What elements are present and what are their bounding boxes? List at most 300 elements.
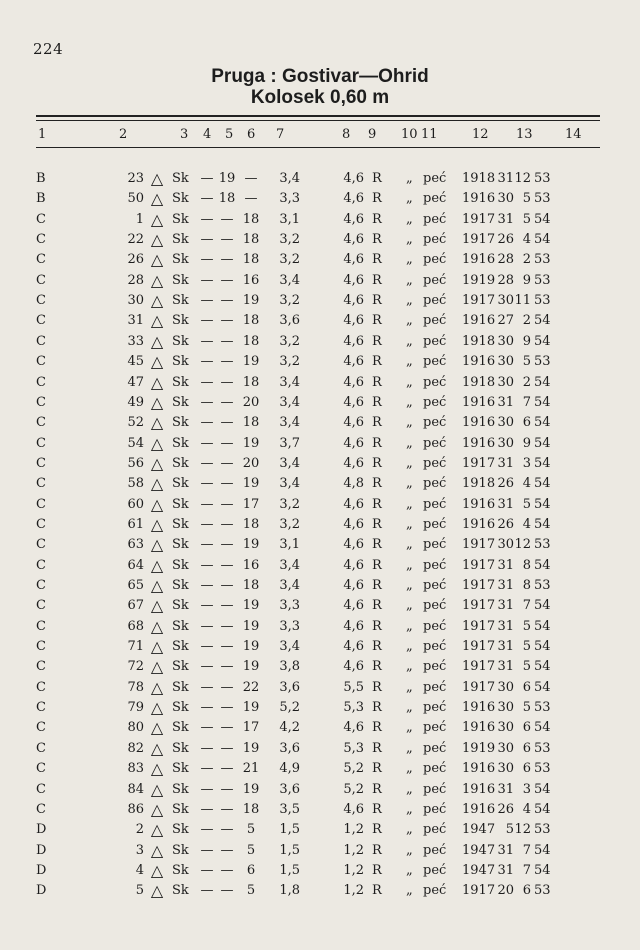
cell-col9: R	[372, 252, 382, 268]
cell-col13-day: 31	[497, 639, 514, 655]
triangle-icon: △	[150, 433, 164, 453]
column-header-row	[0, 125, 640, 145]
cell-col12: 1916	[462, 191, 496, 207]
cell-col4: —	[200, 720, 214, 736]
cell-col13-year: 53	[534, 272, 551, 288]
table-row	[0, 596, 640, 616]
col-header-4: 4	[203, 127, 212, 142]
table-row	[0, 718, 640, 738]
cell-col8: 4,6	[343, 415, 364, 431]
cell-class: B	[36, 171, 46, 186]
cell-col11: peć	[423, 659, 447, 675]
cell-number: 78	[127, 679, 144, 695]
cell-col7: 4,2	[279, 720, 300, 736]
cell-col7: 3,4	[279, 374, 300, 390]
cell-col6: 20	[242, 455, 260, 471]
cell-col8: 5,3	[343, 700, 364, 716]
triangle-icon: △	[150, 372, 164, 392]
cell-col13-year: 54	[534, 781, 551, 797]
cell-col13-month: 4	[522, 232, 531, 248]
cell-col13-day: 20	[497, 883, 514, 899]
triangle-icon: △	[150, 881, 164, 901]
cell-col4: —	[200, 781, 214, 797]
cell-col13-month: 6	[522, 761, 531, 777]
cell-col4: —	[200, 557, 214, 573]
cell-col11: peć	[423, 761, 447, 777]
cell-col13-day: 26	[497, 801, 514, 817]
cell-col5: —	[220, 394, 234, 410]
cell-col13-year: 54	[534, 598, 551, 614]
cell-col13-year: 54	[534, 516, 551, 532]
cell-col8: 4,6	[343, 232, 364, 248]
cell-class: C	[36, 272, 46, 288]
cell-col7: 1,5	[279, 822, 300, 838]
table-row	[0, 373, 640, 393]
cell-class: C	[36, 496, 46, 512]
cell-col13-month: 2	[522, 374, 531, 390]
cell-col7: 3,6	[279, 740, 300, 756]
cell-col11: peć	[423, 293, 447, 309]
cell-col13-year: 54	[534, 455, 551, 471]
cell-col12: 1916	[462, 516, 496, 532]
cell-col4: —	[200, 394, 214, 410]
cell-col12: 1916	[462, 415, 496, 431]
cell-col13-year: 53	[534, 191, 551, 207]
cell-col5: —	[220, 598, 234, 614]
cell-col5: —	[220, 883, 234, 899]
triangle-icon: △	[150, 657, 164, 677]
cell-col12: 1917	[462, 578, 496, 593]
cell-col8: 4,8	[343, 476, 364, 492]
cell-col11: peć	[423, 455, 447, 471]
cell-type: Sk	[172, 171, 189, 186]
cell-col12: 1917	[462, 659, 496, 675]
table-row	[0, 617, 640, 637]
cell-type: Sk	[172, 862, 189, 878]
cell-number: 28	[127, 272, 144, 288]
cell-col7: 3,4	[279, 171, 300, 186]
cell-number: 83	[127, 761, 144, 777]
cell-col8: 5,3	[343, 740, 364, 756]
cell-col5: —	[220, 333, 234, 349]
cell-col4: —	[200, 618, 214, 634]
cell-class: C	[36, 516, 46, 532]
cell-col13-year: 53	[534, 252, 551, 268]
cell-col13-year: 54	[534, 639, 551, 655]
cell-col10: „	[406, 578, 413, 593]
table-row	[0, 393, 640, 413]
cell-col13-day: 30	[497, 537, 514, 553]
cell-class: C	[36, 618, 46, 634]
cell-col10: „	[406, 862, 413, 878]
cell-col8: 4,6	[343, 435, 364, 451]
cell-col4: —	[200, 272, 214, 288]
cell-col11: peć	[423, 415, 447, 431]
cell-col11: peć	[423, 862, 447, 878]
cell-number: 64	[127, 557, 144, 573]
cell-col5: —	[220, 761, 234, 777]
cell-col13-day: 26	[497, 232, 514, 248]
cell-col4: —	[200, 191, 214, 207]
cell-col10: „	[406, 211, 413, 227]
cell-class: C	[36, 740, 46, 756]
cell-col11: peć	[423, 394, 447, 410]
cell-col10: „	[406, 435, 413, 451]
cell-col13-day: 31	[497, 394, 514, 410]
cell-class: B	[36, 191, 46, 207]
col-header-6: 6	[247, 127, 256, 142]
cell-col10: „	[406, 171, 413, 186]
cell-type: Sk	[172, 333, 189, 349]
cell-class: C	[36, 313, 46, 329]
cell-col5: —	[220, 272, 234, 288]
triangle-icon: △	[150, 189, 164, 209]
cell-col10: „	[406, 476, 413, 492]
cell-col6: 16	[242, 557, 260, 573]
cell-col6: 19	[242, 435, 260, 451]
cell-col12: 1917	[462, 598, 496, 614]
cell-col4: —	[200, 801, 214, 817]
cell-col11: peć	[423, 354, 447, 370]
cell-col13-day: 30	[497, 761, 514, 777]
cell-col9: R	[372, 761, 382, 777]
cell-number: 30	[127, 293, 144, 309]
table-row	[0, 271, 640, 291]
cell-col11: peć	[423, 516, 447, 532]
triangle-icon: △	[150, 413, 164, 433]
cell-col12: 1916	[462, 394, 496, 410]
cell-col6: 18	[242, 374, 260, 390]
table-row	[0, 678, 640, 698]
cell-col13-day: 31	[497, 578, 514, 593]
triangle-icon: △	[150, 535, 164, 555]
cell-col13-day: 27	[497, 313, 514, 329]
cell-col12: 1917	[462, 883, 496, 899]
cell-col8: 1,2	[343, 842, 364, 858]
cell-col10: „	[406, 557, 413, 573]
cell-col6: 19	[242, 700, 260, 716]
table-row	[0, 515, 640, 535]
cell-col13-day: 31	[497, 862, 514, 878]
cell-col12: 1919	[462, 272, 496, 288]
cell-col13-month: 5	[522, 659, 531, 675]
cell-col9: R	[372, 211, 382, 227]
top-double-rule-b	[36, 120, 600, 121]
cell-col9: R	[372, 191, 382, 207]
cell-col11: peć	[423, 557, 447, 573]
col-header-7: 7	[276, 127, 285, 142]
triangle-icon: △	[150, 759, 164, 779]
triangle-icon: △	[150, 169, 164, 188]
cell-col9: R	[372, 659, 382, 675]
triangle-icon: △	[150, 494, 164, 514]
cell-col4: —	[200, 700, 214, 716]
cell-col13-month: 6	[522, 679, 531, 695]
cell-col13-year: 54	[534, 679, 551, 695]
cell-col6: 19	[242, 537, 260, 553]
cell-type: Sk	[172, 720, 189, 736]
cell-col9: R	[372, 455, 382, 471]
cell-col6: 20	[242, 394, 260, 410]
cell-col5: —	[220, 659, 234, 675]
cell-col11: peć	[423, 740, 447, 756]
cell-col10: „	[406, 700, 413, 716]
cell-col13-day: 31	[497, 496, 514, 512]
cell-type: Sk	[172, 618, 189, 634]
cell-col11: peć	[423, 171, 447, 186]
cell-col13-day: 30	[497, 333, 514, 349]
cell-number: 4	[135, 862, 144, 878]
cell-number: 61	[127, 516, 144, 532]
cell-col13-day: 31	[497, 659, 514, 675]
cell-col11: peć	[423, 333, 447, 349]
table-row	[0, 311, 640, 331]
cell-col5: —	[220, 557, 234, 573]
cell-col11: peć	[423, 313, 447, 329]
table-row	[0, 495, 640, 515]
cell-col4: —	[200, 455, 214, 471]
cell-col10: „	[406, 354, 413, 370]
cell-col13-year: 54	[534, 232, 551, 248]
cell-col12: 1916	[462, 761, 496, 777]
cell-col4: —	[200, 883, 214, 899]
cell-number: 3	[135, 842, 144, 858]
cell-col6: 18	[242, 211, 260, 227]
cell-number: 31	[127, 313, 144, 329]
cell-col8: 5,5	[343, 679, 364, 695]
cell-col5: —	[220, 578, 234, 593]
col-header-2: 2	[119, 127, 128, 142]
cell-col6: 5	[246, 822, 256, 838]
cell-number: 82	[127, 740, 144, 756]
cell-number: 1	[135, 211, 144, 227]
cell-col4: —	[200, 822, 214, 838]
cell-col13-year: 53	[534, 822, 551, 838]
triangle-icon: △	[150, 392, 164, 412]
cell-type: Sk	[172, 394, 189, 410]
cell-col12: 1916	[462, 801, 496, 817]
table-row	[0, 576, 640, 596]
cell-class: C	[36, 333, 46, 349]
cell-col13-year: 53	[534, 700, 551, 716]
cell-col12: 1916	[462, 252, 496, 268]
header-bottom-rule	[36, 147, 600, 148]
cell-col8: 4,6	[343, 293, 364, 309]
cell-col5: —	[220, 842, 234, 858]
cell-col11: peć	[423, 496, 447, 512]
triangle-icon: △	[150, 738, 164, 758]
table-row	[0, 739, 640, 759]
cell-col4: —	[200, 496, 214, 512]
cell-col13-month: 4	[522, 476, 531, 492]
cell-col13-month: 12	[514, 822, 531, 838]
cell-col10: „	[406, 191, 413, 207]
triangle-icon: △	[150, 291, 164, 311]
cell-type: Sk	[172, 415, 189, 431]
cell-type: Sk	[172, 211, 189, 227]
cell-col13-day: 30	[497, 415, 514, 431]
cell-col8: 4,6	[343, 537, 364, 553]
cell-col9: R	[372, 842, 382, 858]
cell-col10: „	[406, 537, 413, 553]
cell-col7: 3,2	[279, 354, 300, 370]
cell-col10: „	[406, 516, 413, 532]
cell-col6: 18	[242, 313, 260, 329]
cell-col7: 3,2	[279, 252, 300, 268]
table-row	[0, 434, 640, 454]
cell-col4: —	[200, 537, 214, 553]
cell-col13-day: 30	[497, 679, 514, 695]
cell-col12: 1917	[462, 455, 496, 471]
cell-col13-month: 4	[522, 516, 531, 532]
cell-col13-month: 8	[522, 557, 531, 573]
cell-col8: 4,6	[343, 720, 364, 736]
triangle-icon: △	[150, 209, 164, 229]
cell-col6: 18	[242, 232, 260, 248]
cell-col13-year: 54	[534, 862, 551, 878]
cell-col7: 1,5	[279, 842, 300, 858]
cell-col6: 19	[242, 293, 260, 309]
cell-col12: 1916	[462, 435, 496, 451]
cell-class: C	[36, 578, 46, 593]
table-row	[0, 474, 640, 494]
table-row	[0, 250, 640, 270]
cell-col9: R	[372, 883, 382, 899]
cell-col4: —	[200, 578, 214, 593]
cell-col6: 17	[242, 720, 260, 736]
cell-col9: R	[372, 618, 382, 634]
col-header-3: 3	[180, 127, 189, 142]
cell-col13-day: 31	[497, 171, 514, 186]
cell-col13-year: 54	[534, 496, 551, 512]
cell-col4: —	[200, 415, 214, 431]
cell-col6: 16	[242, 272, 260, 288]
cell-col4: —	[200, 354, 214, 370]
cell-col13-year: 53	[534, 354, 551, 370]
cell-col9: R	[372, 537, 382, 553]
cell-col7: 3,2	[279, 333, 300, 349]
triangle-icon: △	[150, 779, 164, 799]
cell-class: C	[36, 659, 46, 675]
cell-col11: peć	[423, 272, 447, 288]
cell-type: Sk	[172, 659, 189, 675]
cell-class: D	[36, 862, 47, 878]
table-row	[0, 230, 640, 250]
cell-col8: 4,6	[343, 801, 364, 817]
cell-col12: 1917	[462, 211, 496, 227]
cell-col11: peć	[423, 435, 447, 451]
table-row	[0, 535, 640, 555]
cell-col4: —	[200, 232, 214, 248]
cell-col13-month: 9	[522, 272, 531, 288]
cell-col13-year: 54	[534, 842, 551, 858]
cell-col6: 18	[242, 516, 260, 532]
cell-col9: R	[372, 313, 382, 329]
page-number: 224	[33, 40, 64, 58]
cell-col12: 1916	[462, 354, 496, 370]
cell-col10: „	[406, 272, 413, 288]
cell-col10: „	[406, 415, 413, 431]
cell-col9: R	[372, 415, 382, 431]
cell-col9: R	[372, 578, 382, 593]
cell-col13-day: 5	[505, 822, 514, 838]
cell-col13-month: 5	[522, 191, 531, 207]
cell-col8: 4,6	[343, 272, 364, 288]
cell-col11: peć	[423, 374, 447, 390]
cell-col10: „	[406, 455, 413, 471]
cell-col12: 1916	[462, 313, 496, 329]
cell-col8: 4,6	[343, 394, 364, 410]
cell-col5: —	[220, 740, 234, 756]
cell-col13-day: 30	[497, 354, 514, 370]
cell-class: C	[36, 435, 46, 451]
cell-col5: —	[220, 455, 234, 471]
cell-col13-year: 53	[534, 171, 551, 186]
cell-col6: 19	[242, 354, 260, 370]
cell-col12: 1947	[462, 862, 496, 878]
cell-type: Sk	[172, 842, 189, 858]
cell-col5: —	[220, 537, 234, 553]
cell-col10: „	[406, 883, 413, 899]
cell-col8: 4,6	[343, 557, 364, 573]
cell-type: Sk	[172, 801, 189, 817]
cell-col6: 6	[246, 862, 256, 878]
cell-col9: R	[372, 720, 382, 736]
cell-col13-year: 54	[534, 720, 551, 736]
cell-col13-year: 53	[534, 293, 551, 309]
cell-number: 52	[127, 415, 144, 431]
page-subtitle: Kolosek 0,60 m	[250, 87, 390, 108]
cell-class: C	[36, 232, 46, 248]
cell-col7: 3,4	[279, 394, 300, 410]
cell-col4: —	[200, 333, 214, 349]
cell-number: 60	[127, 496, 144, 512]
cell-col10: „	[406, 659, 413, 675]
cell-col11: peć	[423, 476, 447, 492]
col-header-10: 10	[401, 127, 418, 142]
cell-col6: 18	[242, 252, 260, 268]
cell-col10: „	[406, 333, 413, 349]
cell-type: Sk	[172, 313, 189, 329]
cell-col10: „	[406, 252, 413, 268]
cell-col9: R	[372, 333, 382, 349]
cell-type: Sk	[172, 679, 189, 695]
title-block	[0, 66, 640, 108]
cell-col13-year: 53	[534, 537, 551, 553]
cell-col7: 3,6	[279, 313, 300, 329]
cell-col9: R	[372, 394, 382, 410]
cell-class: C	[36, 394, 46, 410]
cell-col7: 3,2	[279, 496, 300, 512]
cell-col7: 3,3	[279, 598, 300, 614]
cell-col8: 5,2	[343, 781, 364, 797]
triangle-icon: △	[150, 677, 164, 697]
cell-number: 23	[127, 171, 144, 186]
cell-type: Sk	[172, 293, 189, 309]
cell-col11: peć	[423, 781, 447, 797]
cell-col5: —	[220, 781, 234, 797]
cell-col9: R	[372, 232, 382, 248]
triangle-icon: △	[150, 352, 164, 372]
cell-type: Sk	[172, 822, 189, 838]
cell-type: Sk	[172, 781, 189, 797]
triangle-icon: △	[150, 230, 164, 250]
cell-col10: „	[406, 293, 413, 309]
cell-col4: —	[200, 659, 214, 675]
cell-col8: 4,6	[343, 659, 364, 675]
cell-col5: —	[220, 801, 234, 817]
triangle-icon: △	[150, 718, 164, 738]
